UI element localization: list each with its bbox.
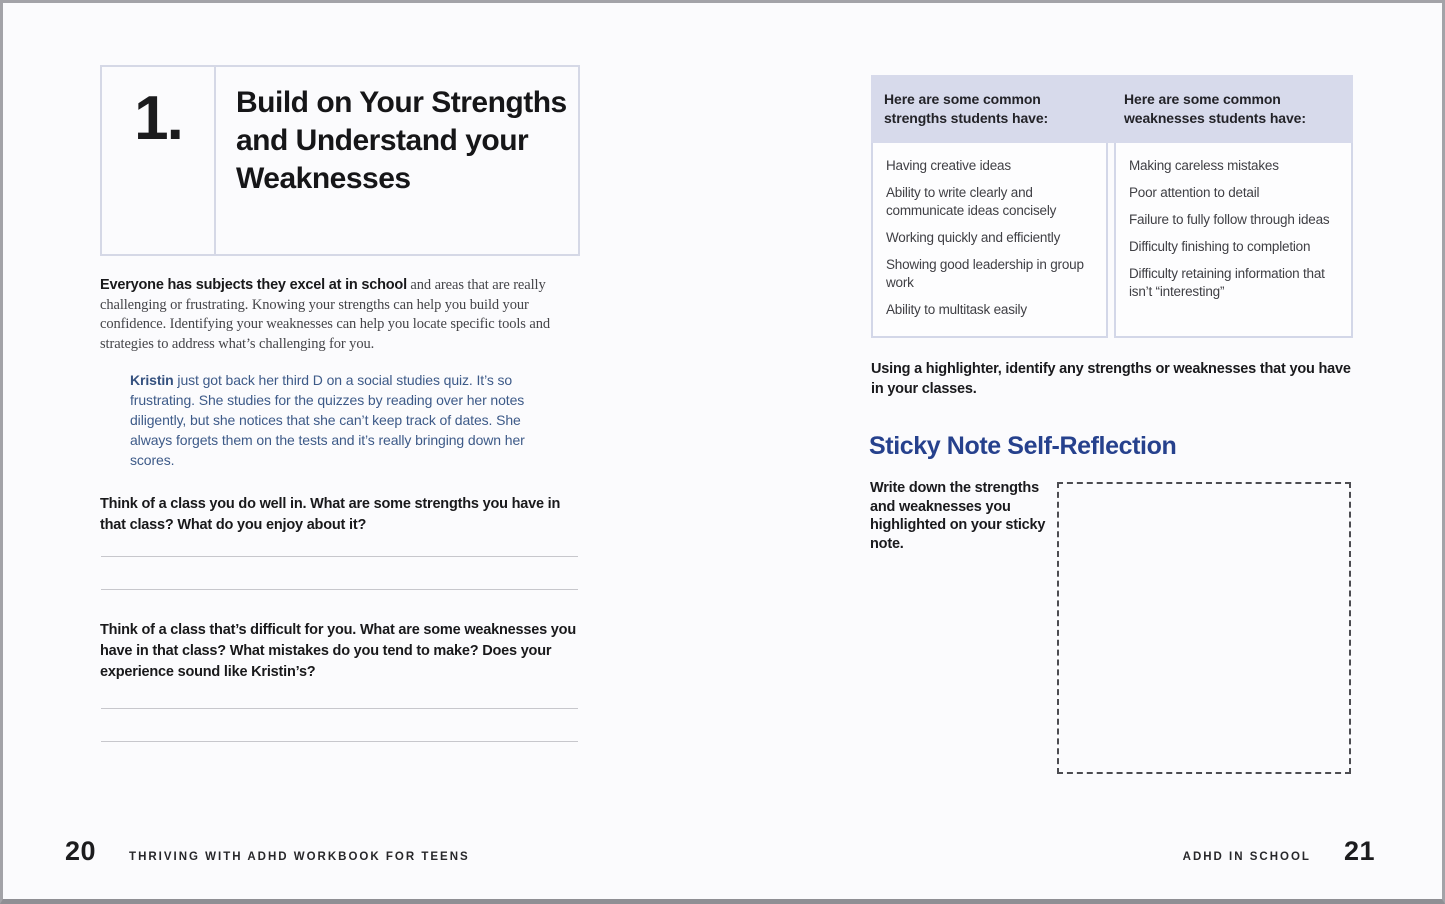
sticky-note-area [1057, 482, 1351, 774]
intro-lead-text: Everyone has subjects they excel at in school [100, 277, 407, 293]
table-list-item: Difficulty finishing to completion [1129, 239, 1311, 254]
page-number-left: 20 [65, 836, 97, 866]
question-weaknesses: Think of a class that’s difficult for you. What are some weaknesses you have in that class? What mistakes do you tend to make? Does your experience sound like Kristin’s? [100, 622, 576, 680]
footer-left [65, 836, 470, 867]
strengths-cell [871, 143, 1108, 338]
table-list-item: Poor attention to detail [1129, 185, 1260, 200]
table-list-item: Having creative ideas [886, 158, 1011, 173]
table-list-item: Showing good leadership in group work [886, 257, 1084, 290]
writing-line [101, 556, 578, 557]
weaknesses-cell [1114, 143, 1353, 338]
vignette-paragraph [130, 370, 542, 470]
vignette-name: Kristin [130, 372, 174, 388]
footer-right [1183, 836, 1375, 867]
vignette-text: just got back her third D on a social studies quiz. It’s so frustrating. She studies for the quizzes by reading over her notes diligently, but she notices that she can’t keep track of dates. She always forgets them on the tests and it’s really bringing down her scores. [130, 372, 525, 468]
writing-line [101, 708, 578, 709]
table-list-item: Ability to multitask easily [886, 302, 1027, 317]
chapter-title: Build on Your Strengths and Understand your Weaknesses [236, 86, 567, 195]
table-body-row [871, 143, 1353, 338]
highlighter-instruction: Using a highlighter, identify any strengths or weaknesses that you have in your classes. [871, 361, 1351, 397]
table-list-item: Working quickly and efficiently [886, 230, 1061, 245]
running-head-right: ADHD IN SCHOOL [1182, 851, 1311, 863]
writing-line [101, 589, 578, 590]
strengths-weaknesses-table [871, 75, 1353, 338]
weaknesses-column-header: Here are some common weaknesses students have: [1124, 91, 1306, 126]
table-list-item: Ability to write clearly and communicate ideas concisely [886, 185, 1057, 218]
chapter-title-box [100, 65, 580, 256]
sticky-note-instruction: Write down the strengths and weaknesses you highlighted on your sticky note. [870, 480, 1046, 552]
intro-paragraph [100, 276, 594, 354]
running-head-left: THRIVING WITH ADHD WORKBOOK FOR TEENS [129, 851, 470, 863]
strengths-column-header: Here are some common strengths students have: [884, 91, 1049, 126]
writing-line [101, 741, 578, 742]
table-list-item: Making careless mistakes [1129, 158, 1279, 173]
page-number-right: 21 [1343, 836, 1375, 866]
section-heading: Sticky Note Self-Reflection [869, 432, 1177, 460]
table-list-item: Failure to fully follow through ideas [1129, 212, 1330, 227]
intro-body-text: and areas that are really challenging or frustrating. Knowing your strengths can help you build your confidence. Identifying your weaknesses can help you locate specific tools and strategies to address what’s challenging for you. [100, 277, 550, 352]
chapter-number: 1. [102, 67, 216, 254]
table-header-row [871, 75, 1353, 143]
table-list-item: Difficulty retaining information that isn’t “interesting” [1129, 266, 1325, 299]
question-strengths: Think of a class you do well in. What are some strengths you have in that class? What do you enjoy about it? [100, 496, 561, 533]
